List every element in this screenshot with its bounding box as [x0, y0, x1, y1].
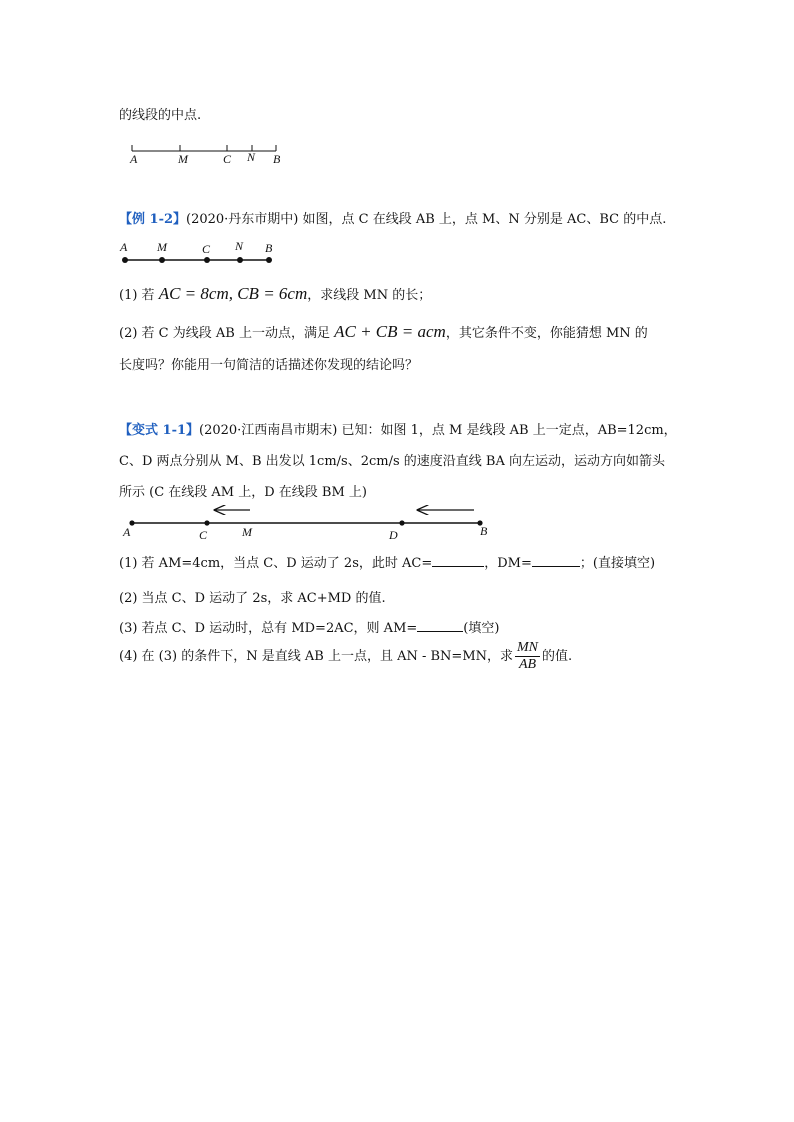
variant-label-b: B	[480, 524, 488, 538]
variant-line-1: (2020·江西南昌市期末) 已知：如图 1，点 M 是线段 AB 上一定点，AB=12cm，	[199, 423, 677, 438]
variant-label-d: D	[389, 528, 398, 542]
vq1-b: ，DM=	[484, 556, 532, 571]
example-label-n: N	[235, 239, 244, 253]
example-question-2	[119, 322, 648, 342]
segment-figure-3	[118, 498, 498, 544]
example-label-m: M	[157, 240, 167, 254]
answer-blank-am[interactable]	[417, 619, 463, 632]
vq4-b: 的值.	[542, 649, 573, 664]
example-tag: 【例 1-2】	[119, 212, 187, 227]
point-label-m: M	[178, 152, 188, 166]
example-label-a: A	[120, 240, 128, 254]
variant-question-2: (2) 当点 C、D 运动了 2s，求 AC+MD 的值.	[119, 591, 386, 606]
variant-label-a: A	[123, 525, 131, 539]
variant-line-2: C、D 两点分别从 M、B 出发以 1cm/s、2cm/s 的速度沿直线 BA 向左运动，运动方向如箭头	[119, 454, 665, 469]
q2-math: AC + CB = acm	[334, 322, 446, 341]
q1-math: AC = 8cm, CB = 6cm	[158, 284, 308, 303]
point-label-b: B	[273, 152, 281, 166]
example-heading	[119, 208, 666, 227]
fraction-numerator: MN	[517, 640, 538, 655]
q1-prefix: (1) 若	[119, 288, 155, 303]
vq1-a: (1) 若 AM=4cm，当点 C、D 运动了 2s，此时 AC=	[119, 556, 433, 571]
example-question-1	[119, 284, 431, 304]
q2-prefix: (2) 若 C 为线段 AB 上一动点，满足	[119, 326, 330, 341]
example-label-c: C	[202, 242, 211, 256]
vq4-a: (4) 在 (3) 的条件下，N 是直线 AB 上一点，且 AN - BN=MN，求	[119, 649, 513, 664]
variant-question-4	[119, 640, 572, 673]
answer-blank-dm[interactable]	[532, 554, 580, 567]
example-text: (2020·丹东市期中) 如图，点 C 在线段 AB 上，点 M、N 分别是 AC、BC 的中点.	[186, 212, 667, 227]
answer-blank-ac[interactable]	[432, 554, 484, 567]
variant-tag: 【变式 1-1】	[119, 423, 200, 438]
point-label-c: C	[223, 152, 232, 166]
fraction-mn-over-ab	[515, 640, 540, 673]
variant-question-1	[119, 552, 655, 571]
q2-suffix: ，其它条件不变，你能猜想 MN 的	[445, 326, 648, 341]
variant-label-c: C	[199, 528, 208, 542]
point-label-n: N	[247, 150, 256, 164]
vq3-b: (填空)	[463, 621, 500, 636]
vq3-a: (3) 若点 C、D 运动时，总有 MD=2AC，则 AM=	[119, 621, 418, 636]
example-question-2-cont: 长度吗？你能用一句简洁的话描述你发现的结论吗？	[119, 358, 419, 373]
example-label-b: B	[265, 241, 273, 255]
segment-figure-1	[126, 140, 286, 170]
vq1-c: ；(直接填空)	[579, 556, 656, 571]
intro-text: 的线段的中点.	[119, 108, 202, 123]
fraction-denominator: AB	[518, 657, 537, 672]
variant-label-m: M	[242, 525, 252, 539]
variant-line-3: 所示 (C 在线段 AM 上，D 在线段 BM 上)	[119, 485, 368, 500]
variant-heading	[119, 419, 677, 438]
segment-figure-2	[118, 236, 288, 270]
q1-suffix: ，求线段 MN 的长；	[307, 288, 432, 303]
variant-question-3	[119, 617, 499, 636]
point-label-a: A	[130, 152, 138, 166]
